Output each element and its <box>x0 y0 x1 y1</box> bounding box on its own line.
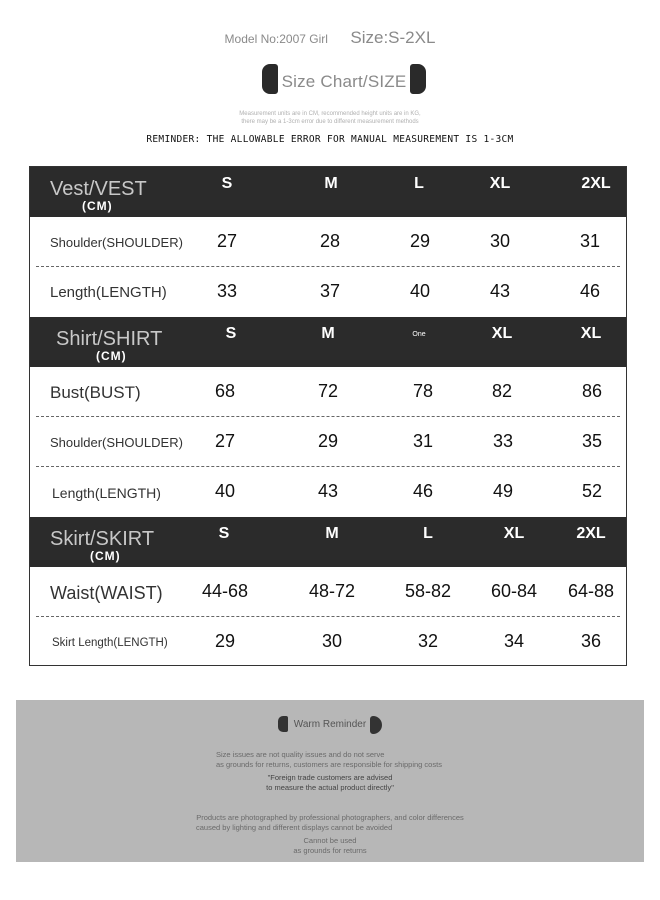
table-row <box>30 617 626 667</box>
row-label: Skirt Length(LENGTH) <box>52 637 168 649</box>
cell-value: 28 <box>319 231 341 251</box>
cell-value: 31 <box>579 231 601 251</box>
reminder-line: as grounds for returns, customers are responsible for shipping costs <box>216 760 442 769</box>
row-label: Waist(WAIST) <box>50 583 163 603</box>
cell-value: 32 <box>417 631 439 651</box>
cell-value: 29 <box>214 631 236 651</box>
table-row <box>30 217 626 267</box>
size-header: S <box>225 325 237 342</box>
cell-value: 44-68 <box>201 581 249 601</box>
size-header: 2XL <box>581 175 611 192</box>
size-header: XL <box>503 525 525 542</box>
model-number: Model No:2007 Girl <box>224 32 328 46</box>
cell-value: 49 <box>492 481 514 501</box>
cell-value: 86 <box>581 381 603 401</box>
size-header: XL <box>491 325 513 342</box>
cell-value: 31 <box>412 431 434 451</box>
size-header: One <box>412 331 426 338</box>
table-row <box>30 567 626 617</box>
section-title: Shirt/SHIRT <box>56 328 163 350</box>
section-unit: (CM) <box>90 549 121 563</box>
reminder-line: as grounds for returns <box>293 846 367 855</box>
reminder-line: "Foreign trade customers are advised <box>267 773 393 782</box>
section-unit: (CM) <box>82 199 113 213</box>
cell-value: 60-84 <box>490 581 538 601</box>
cell-value: 33 <box>492 431 514 451</box>
cell-value: 48-72 <box>308 581 356 601</box>
row-label: Shoulder(SHOULDER) <box>50 235 183 250</box>
size-header: S <box>221 175 233 192</box>
warm-reminder-heading: Warm Reminder <box>293 719 367 730</box>
size-header: M <box>321 325 335 342</box>
cell-value: 33 <box>216 281 238 301</box>
section-header-shirt <box>30 317 626 367</box>
size-header: L <box>423 525 433 542</box>
row-label: Length(LENGTH) <box>52 485 161 501</box>
cell-value: 36 <box>580 631 602 651</box>
row-label: Shoulder(SHOULDER) <box>50 435 183 450</box>
cell-value: 30 <box>321 631 343 651</box>
cell-value: 78 <box>412 381 434 401</box>
cell-value: 72 <box>317 381 339 401</box>
model-line <box>0 28 660 48</box>
cell-value: 27 <box>214 431 236 451</box>
warm-reminder-panel <box>16 700 644 862</box>
cell-value: 43 <box>489 281 511 301</box>
row-label: Bust(BUST) <box>50 383 141 402</box>
note-line-1: Measurement units are in CM, recommended height units are in KG, <box>239 111 421 117</box>
cell-value: 34 <box>503 631 525 651</box>
reminder-line: caused by lighting and different displays cannot be avoided <box>196 823 393 832</box>
size-chart-table <box>29 166 627 666</box>
cell-value: 29 <box>409 231 431 251</box>
cell-value: 43 <box>317 481 339 501</box>
size-header: XL <box>580 325 602 342</box>
cell-value: 40 <box>409 281 431 301</box>
row-label: Length(LENGTH) <box>50 284 167 301</box>
size-header: S <box>218 525 230 542</box>
warm-reminder-title <box>278 714 382 736</box>
section-header-vest <box>30 167 626 217</box>
table-row <box>30 267 626 317</box>
cell-value: 27 <box>216 231 238 251</box>
size-range: Size:S-2XL <box>350 28 436 47</box>
page-title: Size Chart/SIZE <box>281 72 407 91</box>
size-header: XL <box>489 175 511 192</box>
size-header: L <box>414 175 424 192</box>
reminder-line: to measure the actual product directly" <box>266 783 394 792</box>
cell-value: 68 <box>214 381 236 401</box>
measurement-note <box>0 110 660 126</box>
cell-value: 30 <box>489 231 511 251</box>
size-header: M <box>324 175 338 192</box>
table-row <box>30 467 626 517</box>
reminder-line: Size issues are not quality issues and do not serve <box>216 750 385 759</box>
section-unit: (CM) <box>96 349 127 363</box>
note-line-2: there may be a 1-3cm error due to different measurement methods <box>241 119 419 125</box>
reminder-line: Products are photographed by professional photographers, and color differences <box>196 813 464 822</box>
section-header-skirt <box>30 517 626 567</box>
cell-value: 46 <box>579 281 601 301</box>
cell-value: 52 <box>581 481 603 501</box>
cell-value: 64-88 <box>567 581 615 601</box>
cell-value: 82 <box>491 381 513 401</box>
cell-value: 46 <box>412 481 434 501</box>
size-header: M <box>325 525 339 542</box>
section-title: Skirt/SKIRT <box>50 528 155 550</box>
cell-value: 37 <box>319 281 341 301</box>
cell-value: 40 <box>214 481 236 501</box>
error-reminder: REMINDER: THE ALLOWABLE ERROR FOR MANUAL MEASUREMENT IS 1-3CM <box>146 134 514 145</box>
section-title: Vest/VEST <box>50 178 147 200</box>
table-row <box>30 417 626 467</box>
size-chart-title <box>262 64 426 94</box>
reminder-line: Cannot be used <box>303 836 357 845</box>
cell-value: 35 <box>581 431 603 451</box>
size-header: 2XL <box>576 525 606 542</box>
cell-value: 58-82 <box>404 581 452 601</box>
table-row <box>30 367 626 417</box>
cell-value: 29 <box>317 431 339 451</box>
